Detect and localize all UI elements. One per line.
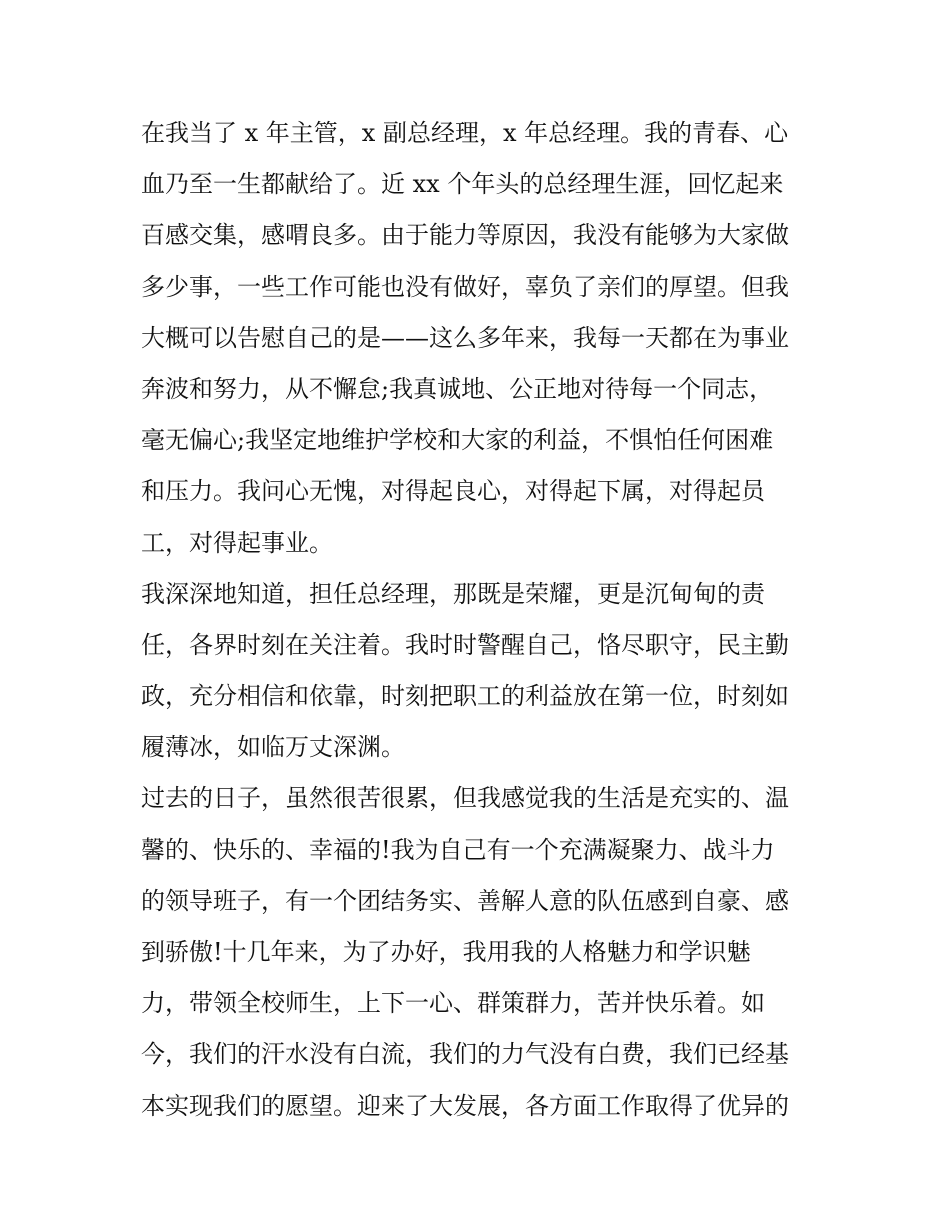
body-text [141,108,821,1132]
text-line: 馨的、快乐的、幸福的!我为自己有一个充满凝聚力、战斗力 [141,835,775,864]
text-line: 和压力。我问心无愧，对得起良心，对得起下属，对得起员 [141,477,765,506]
text-line: 多少事，一些工作可能也没有做好，辜负了亲们的厚望。但我 [141,272,789,301]
text-line: 在我当了 x 年主管，x 副总经理，x 年总经理。我的青春、心 [141,119,789,147]
text-line: 本实现我们的愿望。迎来了大发展，各方面工作取得了优异的 [141,1091,789,1120]
text-line: 我深深地知道，担任总经理，那既是荣耀，更是沉甸甸的责 [141,579,765,608]
text-line: 今，我们的汗水没有白流，我们的力气没有白费，我们已经基 [141,1040,789,1069]
text-line: 大概可以告慰自己的是——这么多年来，我每一天都在为事业 [141,323,789,352]
text-line: 任，各界时刻在关注着。我时时警醒自己，恪尽职守，民主勤 [141,630,789,659]
text-line: 力，带领全校师生，上下一心、群策群力，苦并快乐着。如 [141,989,765,1018]
text-line: 过去的日子，虽然很苦很累，但我感觉我的生活是充实的、温 [141,784,789,813]
text-line: 工，对得起事业。 [141,528,333,557]
text-line: 政，充分相信和依靠，时刻把职工的利益放在第一位，时刻如 [141,682,789,711]
text-line: 血乃至一生都献给了。近 xx 个年头的总经理生涯，回忆起来 [141,170,784,199]
text-line: 奔波和努力，从不懈怠;我真诚地、公正地对待每一个同志， [141,374,774,403]
text-line: 到骄傲!十几年来，为了办好，我用我的人格魅力和学识魅 [141,938,751,966]
text-line: 的领导班子，有一个团结务实、善解人意的队伍感到自豪、感 [141,886,789,915]
text-line: 毫无偏心;我坚定地维护学校和大家的利益，不惧怕任何困难 [141,426,774,455]
text-line: 履薄冰，如临万丈深渊。 [141,733,405,762]
text-line: 百感交集，感喟良多。由于能力等原因，我没有能够为大家做 [141,221,789,250]
